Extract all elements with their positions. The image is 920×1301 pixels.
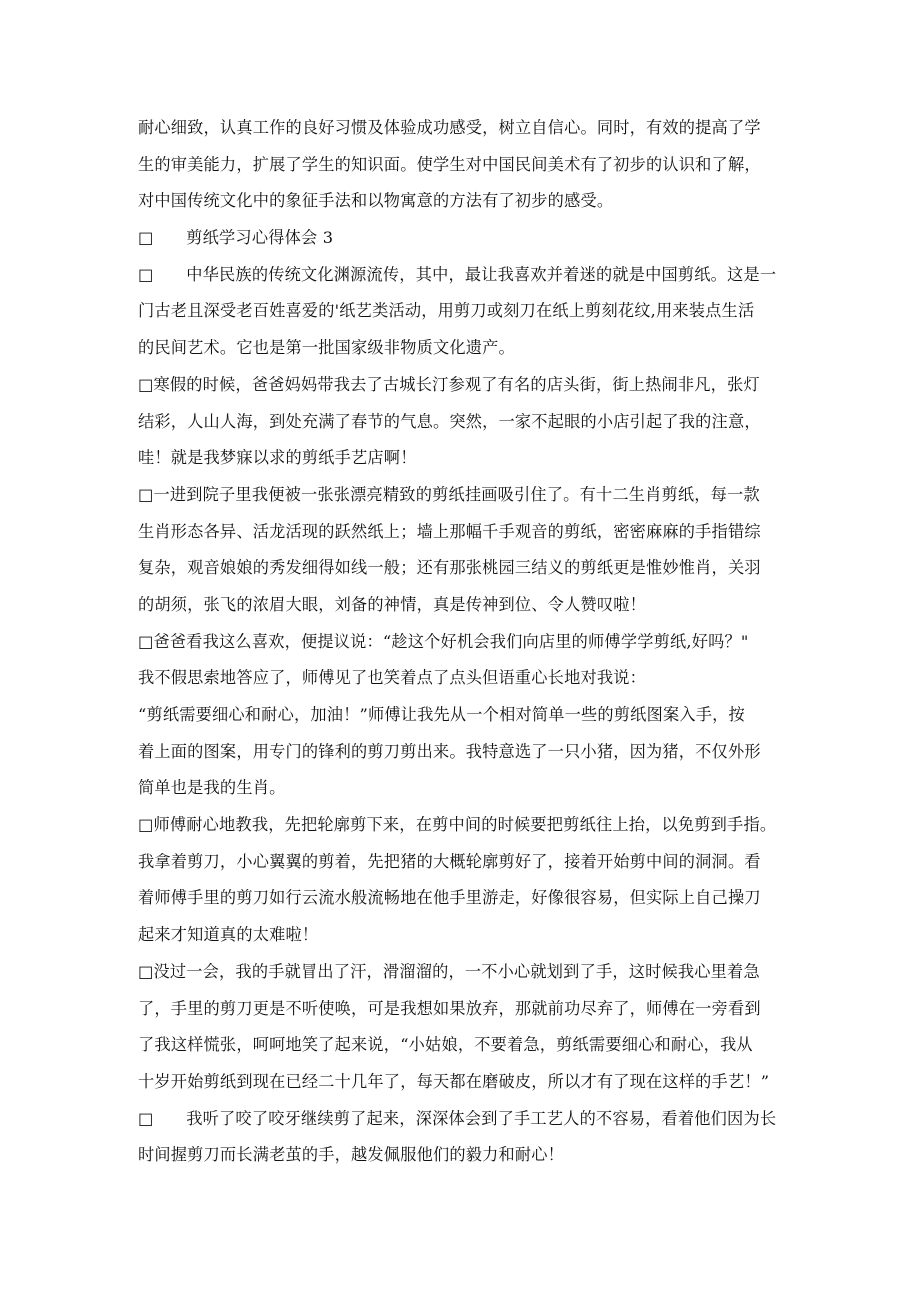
text-line: 的民间艺术。它也是第一批国家级非物质文化遗产。 <box>138 338 515 358</box>
text-line: □ 中华民族的传统文化渊源流传，其中，最让我喜欢并着迷的就是中国剪纸。这是一 <box>138 264 777 284</box>
text-line: 起来才知道真的太难啦！ <box>138 925 319 945</box>
text-line: 的胡须，张飞的浓眉大眼，刘备的神情，真是传神到位、令人赞叹啦！ <box>138 594 647 614</box>
text-line: □ 我听了咬了咬牙继续剪了起来，深深体会到了手工艺人的不容易，看着他们因为长 <box>138 1108 777 1128</box>
text-line: 门古老且深受老百姓喜爱的'纸艺类活动，用剪刀或刻刀在纸上剪刻花纹,用来装点生活 <box>138 301 755 321</box>
document-body <box>138 110 788 1174</box>
text-line: 生的审美能力，扩展了学生的知识面。使学生对中国民间美术有了初步的认识和了解， <box>138 154 761 174</box>
text-line: □寒假的时候，爸爸妈妈带我去了古城长汀参观了有名的店头街，街上热闹非凡，张灯 <box>138 374 760 394</box>
text-line: □爸爸看我这么喜欢，便提议说：“趁这个好机会我们向店里的师傅学学剪纸,好吗？" <box>138 631 749 651</box>
text-line: □没过一会，我的手就冒出了汗，滑溜溜的，一不小心就划到了手，这时候我心里着急 <box>138 961 760 981</box>
text-line: 我拿着剪刀，小心翼翼的剪着，先把猪的大概轮廓剪好了，接着开始剪中间的洞洞。看 <box>138 851 761 871</box>
text-line: 生肖形态各异、活龙活现的跃然纸上；墙上那幅千手观音的剪纸，密密麻麻的手指错综 <box>138 521 761 541</box>
text-line: 了我这样慌张，呵呵地笑了起来说，“小姑娘，不要着急，剪纸需要细心和耐心，我从 <box>138 1035 753 1055</box>
text-line: 着师傅手里的剪刀如行云流水般流畅地在他手里游走，好像很容易，但实际上自己操刀 <box>138 888 761 908</box>
text-line: 我不假思索地答应了，师傅见了也笑着点了点头但语重心长地对我说： <box>138 668 647 688</box>
text-line: 结彩，人山人海，到处充满了春节的气息。突然，一家不起眼的小店引起了我的注意， <box>138 411 761 431</box>
text-line: 了，手里的剪刀更是不听使唤，可是我想如果放弃，那就前功尽弃了，师傅在一旁看到 <box>138 998 761 1018</box>
text-line: 简单也是我的生肖。 <box>138 778 286 798</box>
text-line: 复杂，观音娘娘的秀发细得如线一般；还有那张桃园三结义的剪纸更是惟妙惟肖，关羽 <box>138 558 761 578</box>
section-heading: □ 剪纸学习心得体会 3 <box>138 228 334 248</box>
text-line: 哇！就是我梦寐以求的剪纸手艺店啊！ <box>138 448 417 468</box>
text-line: 十岁开始剪纸到现在已经二十几年了，每天都在磨破皮，所以才有了现在这样的手艺！” <box>138 1071 770 1091</box>
text-line: “剪纸需要细心和耐心，加油！”师傅让我先从一个相对简单一些的剪纸图案入手，按 <box>138 705 745 724</box>
text-line: □师傅耐心地教我，先把轮廓剪下来，在剪中间的时候要把剪纸往上抬，以免剪到手指。 <box>138 815 777 835</box>
text-line: □一进到院子里我便被一张张漂亮精致的剪纸挂画吸引住了。有十二生肖剪纸，每一款 <box>138 484 760 504</box>
text-line: 耐心细致，认真工作的良好习惯及体验成功感受，树立自信心。同时，有效的提高了学 <box>138 118 761 137</box>
text-line: 对中国传统文化中的象征手法和以物寓意的方法有了初步的感受。 <box>138 191 614 211</box>
text-line: 着上面的图案，用专门的锋利的剪刀剪出来。我特意选了一只小猪，因为猪，不仅外形 <box>138 741 761 761</box>
text-line: 时间握剪刀而长满老茧的手，越发佩服他们的毅力和耐心！ <box>138 1145 565 1165</box>
